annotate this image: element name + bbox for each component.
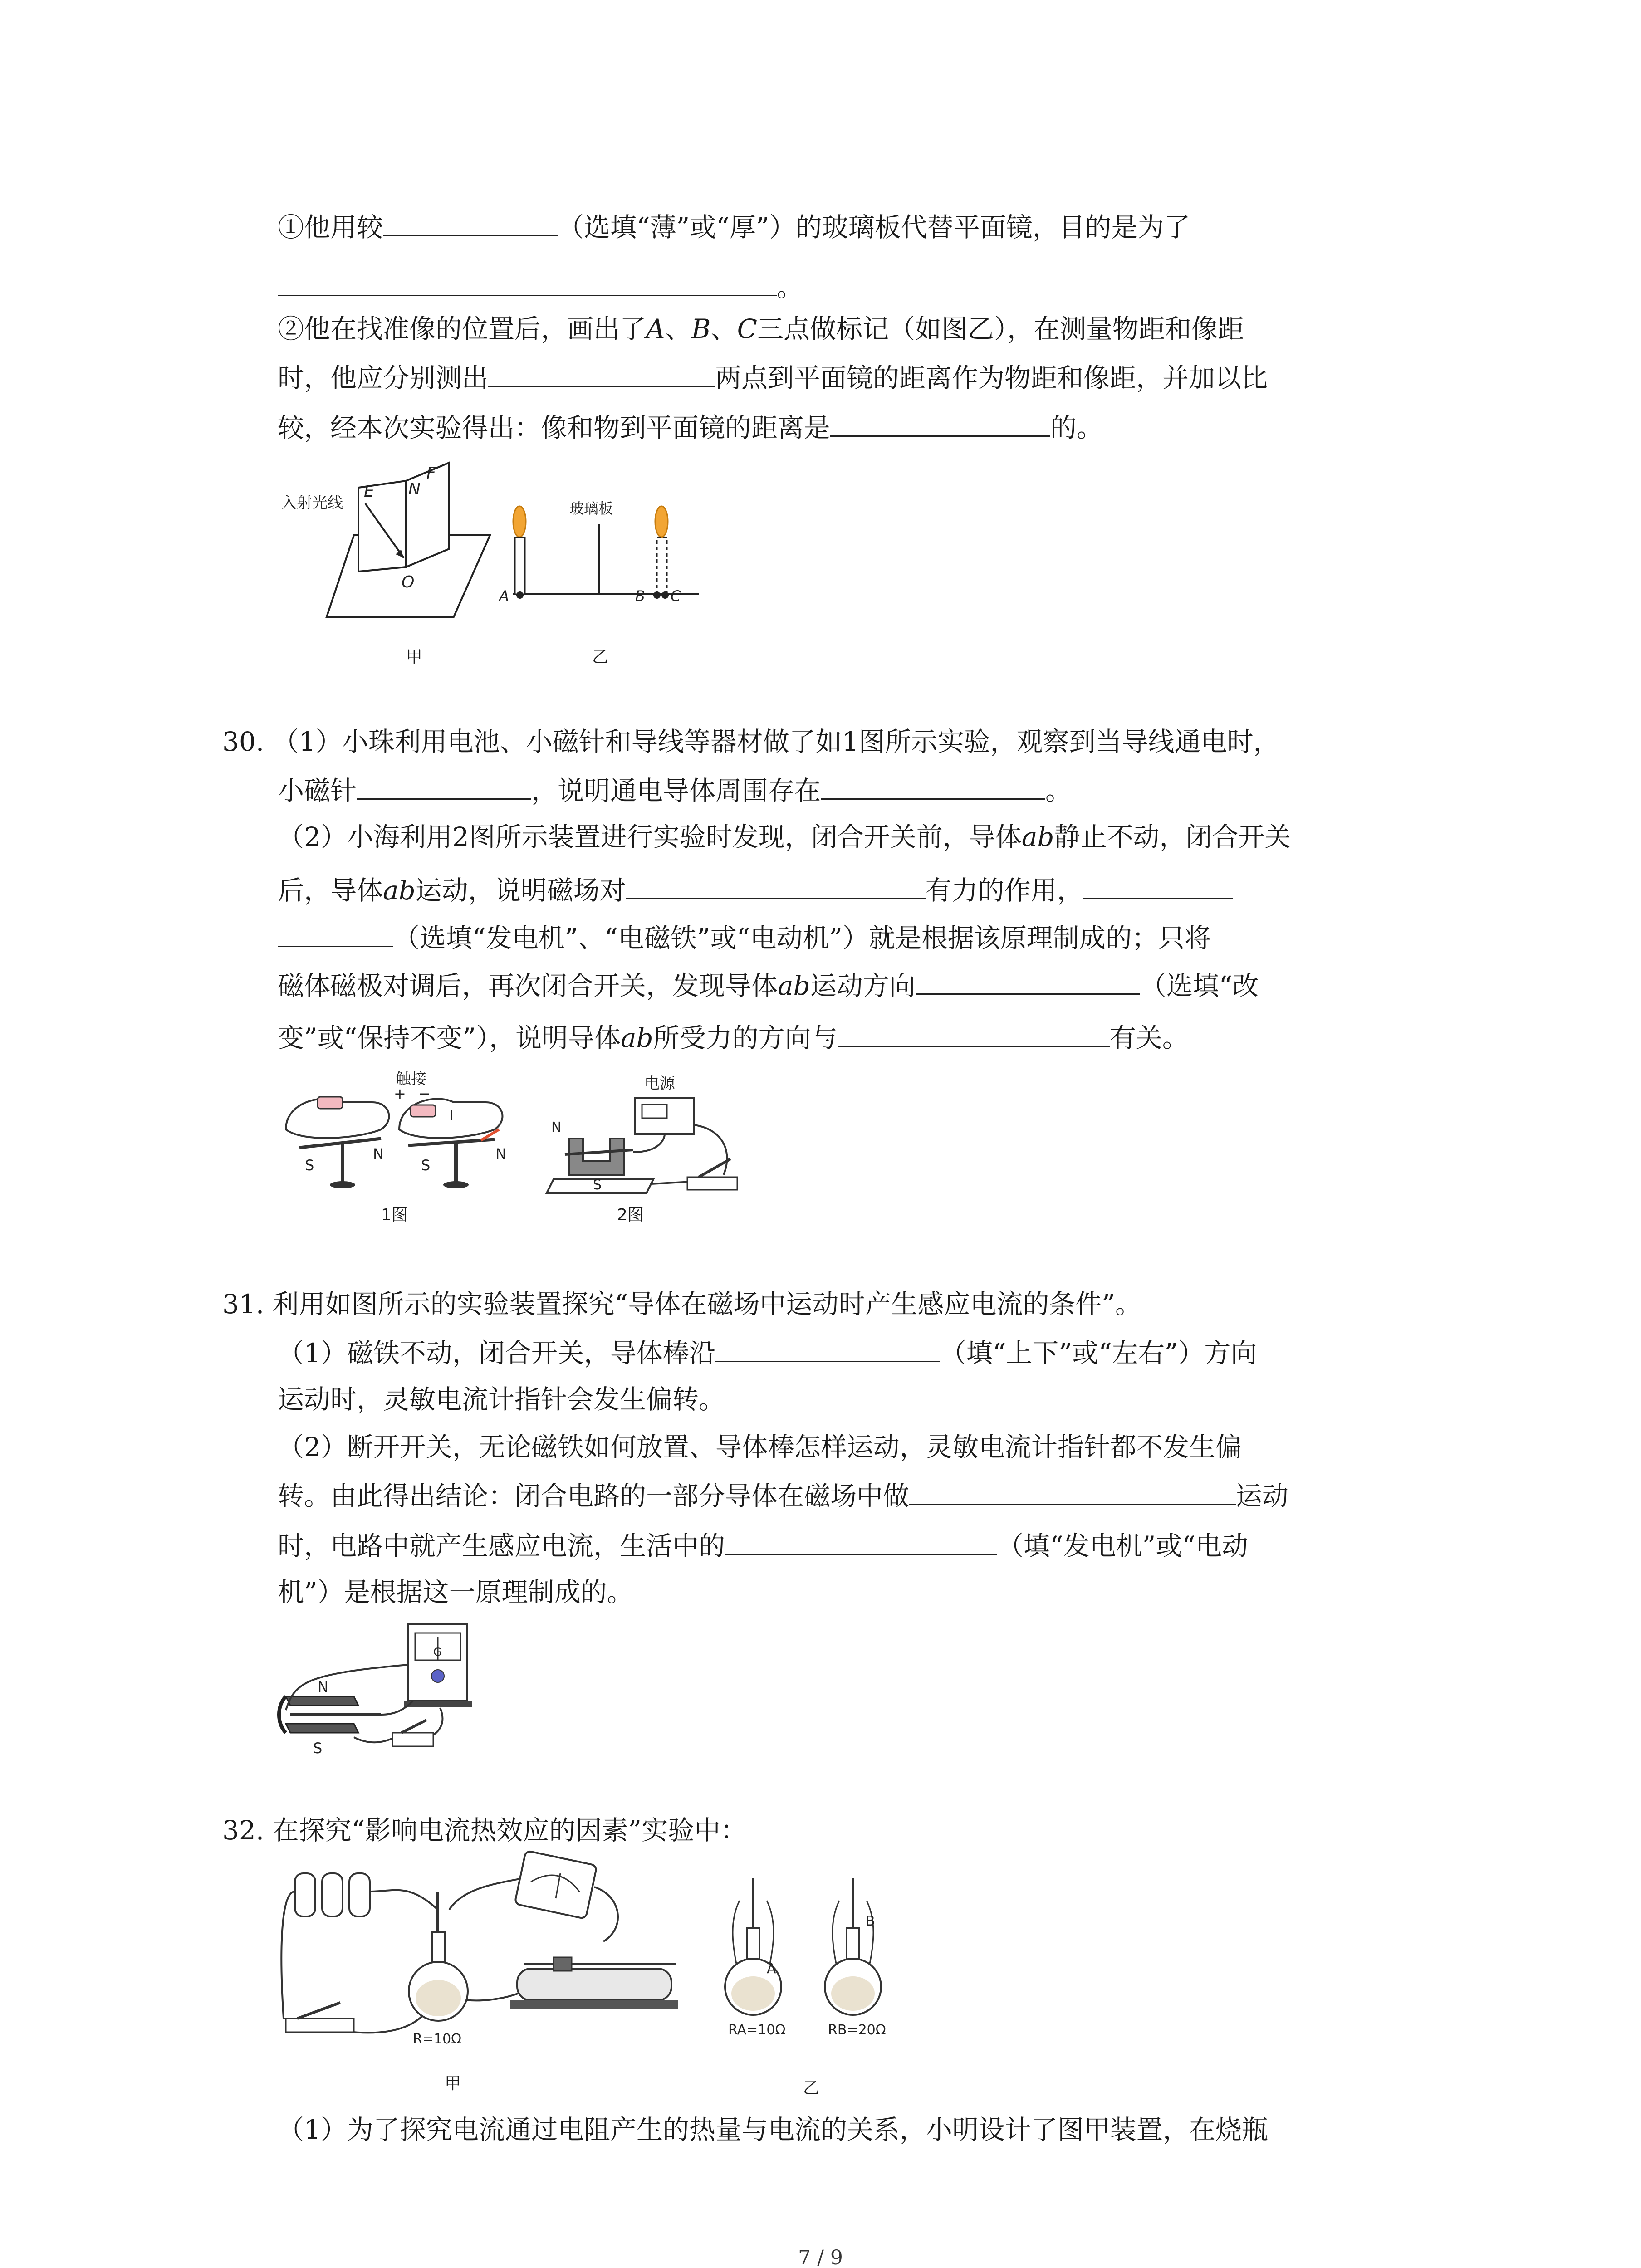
label-n: N [551,1119,562,1135]
flask-neck-b [847,1928,859,1960]
q31-line-6 [278,1526,1248,1564]
q29-line-5 [278,408,1103,446]
q29-text: 时，他应分别测出 [278,362,489,393]
q29-line-1 [278,208,1190,245]
needle-left [299,1139,381,1148]
answer-blank[interactable] [278,919,393,947]
switch-base [392,1733,433,1746]
answer-blank[interactable] [821,771,1045,800]
q30-figure-1 [277,1061,531,1220]
q31-text: 31. 利用如图所示的实验装置探究“导体在磁场中运动时产生感应电流的条件”。 [222,1289,1141,1320]
magnet-back [279,1696,286,1733]
point-b [653,591,661,599]
q29-text: ②他在找准像的位置后，画出了 [278,313,647,344]
point-a [516,591,524,599]
separator: 、 [665,313,691,344]
q30-text: （2）小海利用2图所示装置进行实验时发现，闭合开关前，导体 [278,821,1022,852]
q31-text: （填“发电机”或“电动 [997,1530,1248,1561]
label-a: A [499,587,509,605]
answer-blank[interactable] [383,208,558,236]
label-b: B [866,1913,875,1929]
rheostat [510,1957,678,2009]
q32-figure-jia [277,1855,740,2068]
q30-line-4 [278,871,1233,909]
label-o: O [402,573,415,591]
q32-text: （1）为了探究电流通过电阻产生的热量与电流的关系，小明设计了图甲装置，在烧瓶 [278,2114,1268,2145]
q31-text: 运动时，灵敏电流计指针会发生偏转。 [278,1384,725,1415]
q29-text: 较，经本次实验得出：像和物到平面镜的距离是 [278,412,831,443]
caption-jia: 甲 [445,2074,461,2093]
q29-text: 三点做标记（如图乙），在测量物距和像距 [757,313,1244,344]
answer-blank[interactable] [725,1526,997,1555]
point-c [661,591,669,599]
q31-text: 转。由此得出结论：闭合电路的一部分导体在磁场中做 [278,1481,910,1511]
flask-liquid-b [831,1976,875,2011]
q30-figure-2 [542,1070,751,1216]
battery-cell [322,1873,343,1916]
label-n: N [495,1145,506,1163]
flame-a [513,506,526,537]
q30-text: （选填“发电机”、“电磁铁”或“电动机”）就是根据该原理制成的；只将 [393,923,1211,953]
q30-text: ，说明通电导体周围存在 [531,775,821,806]
label-n: N [408,480,421,499]
stand-base-right [443,1181,469,1188]
q29-text: 。 [777,272,803,303]
rheostat-slider [554,1957,572,1971]
q29-line-4 [278,358,1268,396]
current-label: I [449,1107,454,1124]
battery-cell [349,1873,370,1916]
stand-base-left [330,1181,355,1188]
flask-neck [432,1932,445,1964]
separator: 、 [710,313,737,344]
horseshoe-magnet [569,1139,624,1175]
battery-pack [295,1873,370,1916]
ab-label: ab [1021,821,1054,852]
caption-yi: 乙 [803,2079,820,2097]
q29-line-2 [278,268,803,305]
q31-text: 运动 [1236,1481,1289,1511]
q29-text: 两点到平面镜的距离作为物距和像距，并加以比 [715,362,1268,393]
battery-cell [295,1873,315,1916]
answer-blank[interactable] [838,1018,1110,1047]
q30-line-2 [278,771,1072,809]
q31-text: （2）断开开关，无论磁铁如何放置、导体棒怎样运动，灵敏电流计指针都不发生偏 [278,1432,1242,1462]
label-s: S [313,1740,323,1757]
candle-image [657,538,667,594]
q30-text: 后，导体 [278,875,383,906]
label-f: F [426,464,436,483]
label-b: B [691,313,711,344]
q32-line-2 [278,2112,1268,2148]
ammeter-core [431,1670,444,1682]
q30-line-1 [222,723,1279,760]
q29-text: （选填“薄”或“厚”）的玻璃板代替平面镜，目的是为了 [558,212,1190,243]
q30-text: 所受力的方向与 [653,1022,838,1053]
answer-blank[interactable] [909,1476,1236,1505]
switch-lever [402,1720,426,1733]
q29-text: ①他用较 [278,212,383,243]
q30-text: 小磁针 [278,775,357,806]
power-label: 电源 [644,1075,675,1093]
q30-text: 30. （1）小珠利用电池、小磁针和导线等器材做了如1图所示实验，观察到当导线通电时， [222,726,1280,757]
q30-text: 变”或“保持不变”），说明导体 [278,1022,621,1053]
label-g: G [433,1646,442,1658]
label-b: B [635,587,645,605]
answer-blank[interactable] [278,268,777,296]
label-s: S [421,1157,431,1174]
q32-text: 32. 在探究“影响电流热效应的因素”实验中： [222,1815,747,1846]
resistor-b-label: RB=20Ω [828,2022,886,2038]
q30-text: （选填“改 [1140,970,1259,1001]
flask-liquid [416,1980,461,2016]
flask-neck-a [747,1928,759,1960]
resistor-a-label: RA=10Ω [728,2022,786,2038]
ab-label: ab [620,1022,653,1053]
q30-line-3 [278,819,1291,855]
label-e: E [364,482,374,501]
page-number: 7 / 9 [798,2246,843,2268]
answer-blank[interactable] [916,966,1140,995]
incident-ray-label: 入射光线 [281,494,343,512]
q30-line-7 [278,1018,1189,1056]
q31-line-3 [278,1381,725,1418]
q30-text: 有力的作用， [925,875,1083,906]
q30-text: 有关。 [1109,1022,1189,1053]
label-c: C [737,313,757,344]
q31-line-5 [278,1476,1288,1514]
q30-text: 磁体磁极对调后，再次闭合开关，发现导体 [278,970,778,1001]
q29-line-3 [278,311,1244,347]
q29-figure-jia [277,454,504,649]
q29-figure-yi [490,490,708,617]
caption-yi: 乙 [592,648,609,666]
magnet-top [286,1696,358,1706]
battery-right [411,1105,436,1117]
q31-line-1 [222,1286,1141,1322]
q30-text: 静止不动，闭合开关 [1054,821,1291,852]
q29-text: 的。 [1050,412,1103,443]
power-supply [635,1098,694,1134]
rheostat-coil [517,1969,671,2000]
ammeter-base [404,1701,472,1707]
label-n: N [318,1678,328,1696]
rheostat-base [510,2000,678,2009]
q30-text: 运动，说明磁场对 [415,875,626,906]
answer-blank[interactable] [830,408,1050,437]
flask-liquid-a [731,1976,775,2011]
glass-label: 玻璃板 [569,500,613,517]
q31-line-7 [278,1574,633,1610]
ab-label: ab [778,970,810,1001]
label-a: A [646,313,665,344]
flame-image [655,506,668,537]
battery-left [318,1097,343,1109]
q30-text: 。 [1045,775,1072,806]
label-s: S [305,1157,314,1174]
label-n: N [373,1145,384,1163]
answer-blank[interactable] [1083,871,1233,899]
q30-text: 运动方向 [810,970,916,1001]
switch-base [687,1177,737,1190]
q32-figure-yi [703,1873,916,2055]
label-s: S [593,1177,602,1193]
touch-label: 触接 [396,1070,426,1088]
switch-base [286,2019,354,2032]
switch-lever [297,2003,340,2019]
q31-text: 机”）是根据这一原理制成的。 [278,1577,633,1608]
q31-text: （1）磁铁不动，闭合开关，导体棒沿 [278,1338,715,1369]
minus-label: − [418,1085,431,1102]
q32-line-1 [222,1812,747,1848]
q30-line-6 [278,966,1259,1004]
answer-blank[interactable] [488,358,715,387]
answer-blank[interactable] [357,771,531,800]
ab-label: ab [383,875,416,906]
caption-jia: 甲 [406,648,423,666]
plus-label: + [394,1085,406,1102]
ammeter-body [514,1851,597,1919]
label-a: A [767,1961,776,1977]
answer-blank[interactable] [626,871,926,899]
q31-line-2 [278,1334,1257,1371]
magnet-bottom [286,1724,358,1733]
caption-1: 1图 [381,1206,408,1224]
q31-text: （填“上下”或“左右”）方向 [940,1338,1257,1369]
q31-text: 时，电路中就产生感应电流，生活中的 [278,1530,725,1561]
caption-2: 2图 [617,1206,644,1224]
label-c: C [671,587,681,605]
candle-a [515,538,525,594]
q31-line-4 [278,1429,1242,1465]
resistor-label: R=10Ω [413,2031,462,2047]
q31-figure [277,1619,495,1765]
q30-line-5 [278,919,1211,956]
answer-blank[interactable] [715,1334,940,1362]
